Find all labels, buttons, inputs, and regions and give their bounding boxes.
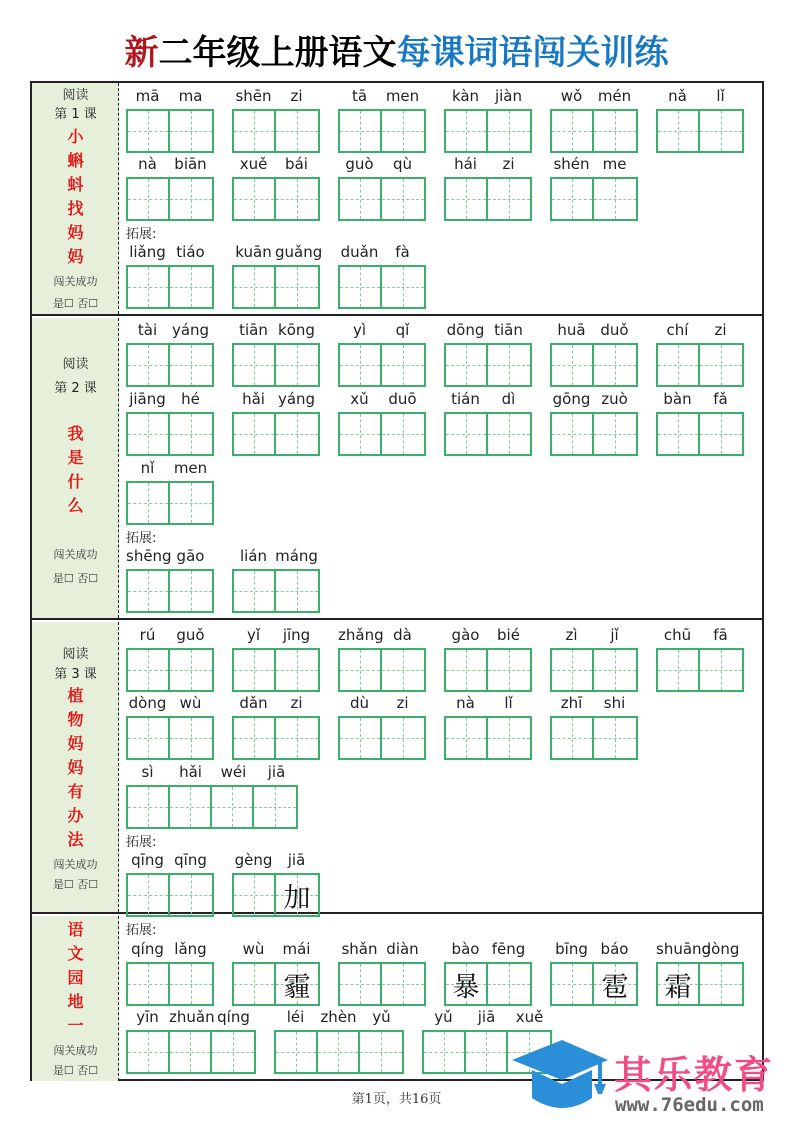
brand-url: www.76edu.com <box>615 1094 764 1116</box>
lesson-number: 第 3 课 <box>54 667 97 682</box>
pinyin: wù <box>179 694 202 712</box>
pinyin: yì <box>352 321 367 339</box>
writing-box[interactable] <box>254 787 296 827</box>
writing-box[interactable] <box>340 179 382 219</box>
pinyin: chí <box>666 321 689 339</box>
writing-box[interactable] <box>128 345 170 385</box>
pinyin: guǒ <box>176 626 205 644</box>
writing-box[interactable] <box>170 571 212 611</box>
writing-box[interactable] <box>340 267 382 307</box>
pinyin: lǐ <box>504 694 513 712</box>
pinyin: shēn <box>235 87 272 105</box>
given-char: 霾 <box>283 971 311 1003</box>
pinyin: shǎn <box>341 940 378 958</box>
pinyin: qǐ <box>395 321 410 339</box>
writing-box[interactable] <box>382 345 424 385</box>
pinyin: men <box>385 87 420 105</box>
given-char: 霜 <box>664 971 692 1003</box>
given-char: 雹 <box>601 971 629 1003</box>
writing-box[interactable] <box>128 179 170 219</box>
pinyin: chū <box>663 626 692 644</box>
pinyin: zi <box>714 321 727 339</box>
pinyin: tiān <box>494 321 523 339</box>
writing-box[interactable] <box>234 414 276 454</box>
pinyin: wù <box>242 940 265 958</box>
lesson-title-char: 小 <box>67 127 84 146</box>
page-number: 第1页，共16页 <box>351 1092 442 1107</box>
page-title <box>0 30 793 76</box>
writing-box[interactable] <box>170 718 212 758</box>
writing-box[interactable] <box>170 483 212 523</box>
lesson-content <box>120 622 762 912</box>
writing-box[interactable] <box>446 111 488 151</box>
lesson-title-char: 么 <box>67 496 84 515</box>
pinyin: fēng <box>491 940 526 958</box>
pass-checkboxes[interactable]: 是☐ 否☐ <box>52 572 99 585</box>
pinyin: huā <box>557 321 586 339</box>
pinyin: bīng <box>555 940 588 958</box>
pinyin: tā <box>351 87 368 105</box>
reading-label: 阅读 <box>62 647 89 662</box>
pinyin: kàn <box>451 87 480 105</box>
writing-box[interactable] <box>276 111 318 151</box>
pinyin: jīng <box>282 626 311 644</box>
writing-box[interactable] <box>552 345 594 385</box>
writing-box[interactable] <box>552 718 594 758</box>
pinyin: nǎ <box>668 87 687 105</box>
pinyin: guò <box>345 155 374 173</box>
pinyin: qù <box>392 155 413 173</box>
writing-box[interactable] <box>340 111 382 151</box>
writing-box[interactable] <box>466 1032 508 1072</box>
worksheet <box>30 81 764 1081</box>
writing-box[interactable] <box>170 875 212 915</box>
writing-box[interactable] <box>234 650 276 690</box>
writing-box[interactable] <box>276 267 318 307</box>
pinyin: liǎng <box>129 243 166 261</box>
lesson-sidebar <box>32 318 119 618</box>
writing-box[interactable] <box>382 414 424 454</box>
pinyin: wǒ <box>560 87 583 105</box>
lesson-number: 第 2 课 <box>54 381 97 396</box>
pinyin: zi <box>290 694 303 712</box>
pinyin: yáng <box>171 321 210 339</box>
writing-box-given[interactable] <box>276 964 318 1004</box>
pinyin: tiān <box>239 321 268 339</box>
writing-box-given[interactable] <box>594 964 636 1004</box>
writing-box[interactable] <box>170 787 212 827</box>
writing-box[interactable] <box>488 964 530 1004</box>
pass-checkboxes[interactable]: 是☐ 否☐ <box>52 297 99 310</box>
lesson-title-char: 物 <box>67 710 84 729</box>
pinyin: diàn <box>386 940 419 958</box>
section-lesson-2 <box>32 318 762 620</box>
lesson-content <box>120 83 762 314</box>
writing-box[interactable] <box>170 964 212 1004</box>
brand-name: 其乐教育 <box>614 1053 775 1097</box>
pinyin: zhuǎn <box>169 1008 215 1026</box>
pinyin: bái <box>285 155 308 173</box>
pinyin: shén <box>553 155 590 173</box>
writing-box[interactable] <box>340 414 382 454</box>
pinyin: yīn <box>136 1008 159 1026</box>
pinyin: yáng <box>277 390 316 408</box>
given-char: 暴 <box>452 971 480 1003</box>
pinyin: dì <box>501 390 516 408</box>
writing-box[interactable] <box>594 179 636 219</box>
writing-box[interactable] <box>382 964 424 1004</box>
lesson-sidebar <box>32 916 119 1081</box>
lesson-sidebar <box>32 622 119 912</box>
lesson-sidebar <box>32 83 119 314</box>
writing-box[interactable] <box>594 414 636 454</box>
pinyin: hái <box>454 155 477 173</box>
pinyin: dòng <box>128 694 167 712</box>
pinyin: yǐ <box>246 626 261 644</box>
writing-box[interactable] <box>128 964 170 1004</box>
lesson-title-char: 什 <box>67 472 84 491</box>
writing-box[interactable] <box>212 787 254 827</box>
pinyin: xuě <box>515 1008 544 1026</box>
pinyin: sì <box>141 763 154 781</box>
writing-box[interactable] <box>594 718 636 758</box>
writing-box[interactable] <box>488 345 530 385</box>
pinyin: men <box>173 459 208 477</box>
pinyin: tián <box>451 390 480 408</box>
pinyin: fǎ <box>713 390 728 408</box>
extension-label: 拓展: <box>126 835 157 850</box>
writing-box[interactable] <box>276 571 318 611</box>
pinyin: qíng <box>131 940 164 958</box>
pinyin: duō <box>388 390 417 408</box>
lesson-title-char: 蚪 <box>67 175 84 194</box>
lesson-title-char: 是 <box>67 448 84 467</box>
pinyin: xǔ <box>350 390 369 408</box>
writing-box[interactable] <box>276 1032 318 1072</box>
writing-box[interactable] <box>658 650 700 690</box>
extension-label: 拓展: <box>126 227 157 242</box>
pinyin: mái <box>282 940 311 958</box>
pinyin: bàn <box>663 390 692 408</box>
pinyin: guǎng <box>275 243 323 261</box>
writing-box[interactable] <box>658 414 700 454</box>
writing-box[interactable] <box>128 875 170 915</box>
pinyin: tài <box>137 321 158 339</box>
pinyin: kuān <box>235 243 272 261</box>
pinyin: kōng <box>278 321 315 339</box>
title-blue-part: 每课词语闯关训练 <box>396 33 669 73</box>
writing-box[interactable] <box>360 1032 402 1072</box>
writing-box[interactable] <box>658 345 700 385</box>
writing-box[interactable] <box>488 650 530 690</box>
pinyin: dōng <box>446 321 485 339</box>
pinyin: gōng <box>552 390 591 408</box>
pinyin: qīng <box>131 851 164 869</box>
writing-box[interactable] <box>234 964 276 1004</box>
pass-label: 闯关成功 <box>53 275 98 288</box>
pinyin: hǎi <box>179 763 202 781</box>
lesson-title-char: 一 <box>67 1016 84 1035</box>
writing-box[interactable] <box>446 345 488 385</box>
writing-box-given[interactable] <box>446 964 488 1004</box>
pinyin: me <box>602 155 627 173</box>
pinyin: xuě <box>239 155 268 173</box>
pinyin: shi <box>603 694 626 712</box>
pinyin: jiā <box>267 763 286 781</box>
pinyin: zì <box>565 626 578 644</box>
writing-box[interactable] <box>382 718 424 758</box>
writing-box[interactable] <box>276 718 318 758</box>
pinyin: biān <box>174 155 207 173</box>
lesson-title-char: 有 <box>67 782 84 801</box>
pinyin: fà <box>395 243 410 261</box>
writing-box[interactable] <box>276 179 318 219</box>
writing-box[interactable] <box>594 111 636 151</box>
writing-box[interactable] <box>128 111 170 151</box>
writing-box[interactable] <box>234 111 276 151</box>
pinyin: nà <box>138 155 157 173</box>
given-char: 加 <box>283 882 311 914</box>
writing-box[interactable] <box>128 483 170 523</box>
pinyin: qíng <box>217 1008 250 1026</box>
writing-box[interactable] <box>446 179 488 219</box>
reading-label: 阅读 <box>62 357 89 372</box>
pinyin: dòng <box>701 940 740 958</box>
pinyin: fā <box>713 626 728 644</box>
pinyin: dù <box>349 694 370 712</box>
writing-box[interactable] <box>658 111 700 151</box>
pinyin: ma <box>178 87 203 105</box>
writing-box[interactable] <box>424 1032 466 1072</box>
writing-box[interactable] <box>128 1032 170 1072</box>
writing-box[interactable] <box>552 650 594 690</box>
lesson-title-char: 妈 <box>67 247 84 266</box>
pinyin: jiàn <box>494 87 523 105</box>
pinyin: mā <box>135 87 160 105</box>
lesson-title-char: 妈 <box>67 734 84 753</box>
writing-box[interactable] <box>382 650 424 690</box>
extension-label: 拓展: <box>126 923 157 938</box>
writing-box[interactable] <box>170 345 212 385</box>
writing-box[interactable] <box>170 1032 212 1072</box>
pinyin: zhǎng <box>338 626 384 644</box>
writing-box[interactable] <box>128 650 170 690</box>
writing-box[interactable] <box>700 345 742 385</box>
writing-box[interactable] <box>340 718 382 758</box>
pinyin: jǐ <box>610 626 619 644</box>
pinyin: zi <box>396 694 409 712</box>
pinyin: lǎng <box>174 940 207 958</box>
lesson-title-char: 我 <box>67 424 84 443</box>
writing-box[interactable] <box>340 650 382 690</box>
pinyin: tiáo <box>176 243 205 261</box>
pinyin: hǎi <box>242 390 265 408</box>
writing-box[interactable] <box>128 787 170 827</box>
pinyin: hé <box>181 390 200 408</box>
lesson-title-char: 办 <box>67 806 84 825</box>
writing-box[interactable] <box>488 718 530 758</box>
writing-box[interactable] <box>170 650 212 690</box>
pinyin: nǐ <box>140 459 155 477</box>
pinyin: zhī <box>560 694 583 712</box>
pinyin: yǔ <box>372 1008 391 1026</box>
writing-box[interactable] <box>552 414 594 454</box>
writing-box[interactable] <box>234 571 276 611</box>
pinyin: bào <box>451 940 480 958</box>
pinyin: mén <box>597 87 632 105</box>
writing-box[interactable] <box>128 571 170 611</box>
lesson-title-char: 妈 <box>67 223 84 242</box>
lesson-title-char: 语 <box>67 920 84 939</box>
lesson-title-char: 法 <box>67 830 84 849</box>
writing-box[interactable] <box>552 964 594 1004</box>
writing-box[interactable] <box>128 718 170 758</box>
writing-box[interactable] <box>488 414 530 454</box>
lesson-number: 第 1 课 <box>54 107 97 122</box>
writing-box[interactable] <box>276 345 318 385</box>
writing-box[interactable] <box>594 650 636 690</box>
writing-box[interactable] <box>128 267 170 307</box>
lesson-title-char: 地 <box>67 992 84 1011</box>
pinyin: qīng <box>174 851 207 869</box>
pinyin: shuāng <box>656 940 712 958</box>
writing-box[interactable] <box>234 875 276 915</box>
writing-box[interactable] <box>170 414 212 454</box>
pinyin: jiāng <box>129 390 166 408</box>
writing-box[interactable] <box>446 414 488 454</box>
pinyin: gào <box>451 626 480 644</box>
writing-box[interactable] <box>318 1032 360 1072</box>
writing-box[interactable] <box>276 414 318 454</box>
pinyin: bié <box>497 626 520 644</box>
pass-checkboxes[interactable]: 是☐ 否☐ <box>52 1064 99 1077</box>
writing-box[interactable] <box>170 267 212 307</box>
writing-box[interactable] <box>234 179 276 219</box>
writing-box[interactable] <box>170 179 212 219</box>
writing-box[interactable] <box>340 345 382 385</box>
section-lesson-3 <box>32 622 762 914</box>
pinyin: báo <box>600 940 629 958</box>
writing-box[interactable] <box>446 650 488 690</box>
pinyin: wéi <box>220 763 247 781</box>
writing-box[interactable] <box>594 345 636 385</box>
graduation-cap-icon <box>512 1038 612 1122</box>
writing-box[interactable] <box>340 964 382 1004</box>
watermark-logo <box>512 1038 792 1122</box>
writing-box[interactable] <box>212 1032 254 1072</box>
pinyin: zuò <box>601 390 628 408</box>
title-red-part: 新 <box>124 33 159 73</box>
writing-box[interactable] <box>276 650 318 690</box>
section-lesson-1 <box>32 83 762 316</box>
pinyin: zi <box>290 87 303 105</box>
pinyin: nà <box>456 694 475 712</box>
pinyin: máng <box>275 547 318 565</box>
writing-box-given[interactable] <box>276 875 318 915</box>
lesson-title-char: 植 <box>67 686 84 705</box>
writing-box[interactable] <box>700 964 742 1004</box>
pinyin: jiā <box>477 1008 496 1026</box>
pass-label: 闯关成功 <box>53 1044 98 1057</box>
writing-box[interactable] <box>700 111 742 151</box>
reading-label: 阅读 <box>62 88 89 103</box>
pinyin: dǎn <box>239 694 268 712</box>
writing-box[interactable] <box>234 267 276 307</box>
pinyin: zi <box>502 155 515 173</box>
pass-label: 闯关成功 <box>53 858 98 871</box>
writing-box[interactable] <box>446 718 488 758</box>
writing-box[interactable] <box>234 345 276 385</box>
lesson-title-char: 蝌 <box>67 151 84 170</box>
lesson-title-char: 文 <box>67 944 84 963</box>
title-black-part: 二年级上册语文 <box>158 33 397 73</box>
extension-label: 拓展: <box>126 531 157 546</box>
pinyin: rú <box>139 626 156 644</box>
writing-box[interactable] <box>700 650 742 690</box>
pinyin: zhèn <box>320 1008 357 1026</box>
lesson-content <box>120 318 762 618</box>
pinyin: yǔ <box>434 1008 453 1026</box>
lesson-title-char: 园 <box>67 968 84 987</box>
writing-box[interactable] <box>382 179 424 219</box>
writing-box[interactable] <box>382 111 424 151</box>
writing-box[interactable] <box>700 414 742 454</box>
pinyin: shēng <box>126 547 172 565</box>
writing-box[interactable] <box>488 179 530 219</box>
pinyin: gèng <box>234 851 273 869</box>
pinyin: duǎn <box>340 243 379 261</box>
writing-box[interactable] <box>234 718 276 758</box>
writing-box-given[interactable] <box>658 964 700 1004</box>
pinyin: jiā <box>287 851 306 869</box>
writing-box[interactable] <box>128 414 170 454</box>
writing-box[interactable] <box>170 111 212 151</box>
writing-box[interactable] <box>552 179 594 219</box>
pass-checkboxes[interactable]: 是☐ 否☐ <box>52 878 99 891</box>
writing-box[interactable] <box>382 267 424 307</box>
pinyin: gāo <box>176 547 205 565</box>
pinyin: dà <box>393 626 412 644</box>
writing-box[interactable] <box>552 111 594 151</box>
writing-box[interactable] <box>488 111 530 151</box>
pinyin: lǐ <box>716 87 725 105</box>
pinyin: léi <box>286 1008 305 1026</box>
pass-label: 闯关成功 <box>53 548 98 561</box>
pinyin: lián <box>239 547 268 565</box>
pinyin: duǒ <box>600 321 629 339</box>
lesson-title-char: 找 <box>67 199 84 218</box>
lesson-title-char: 妈 <box>67 758 84 777</box>
